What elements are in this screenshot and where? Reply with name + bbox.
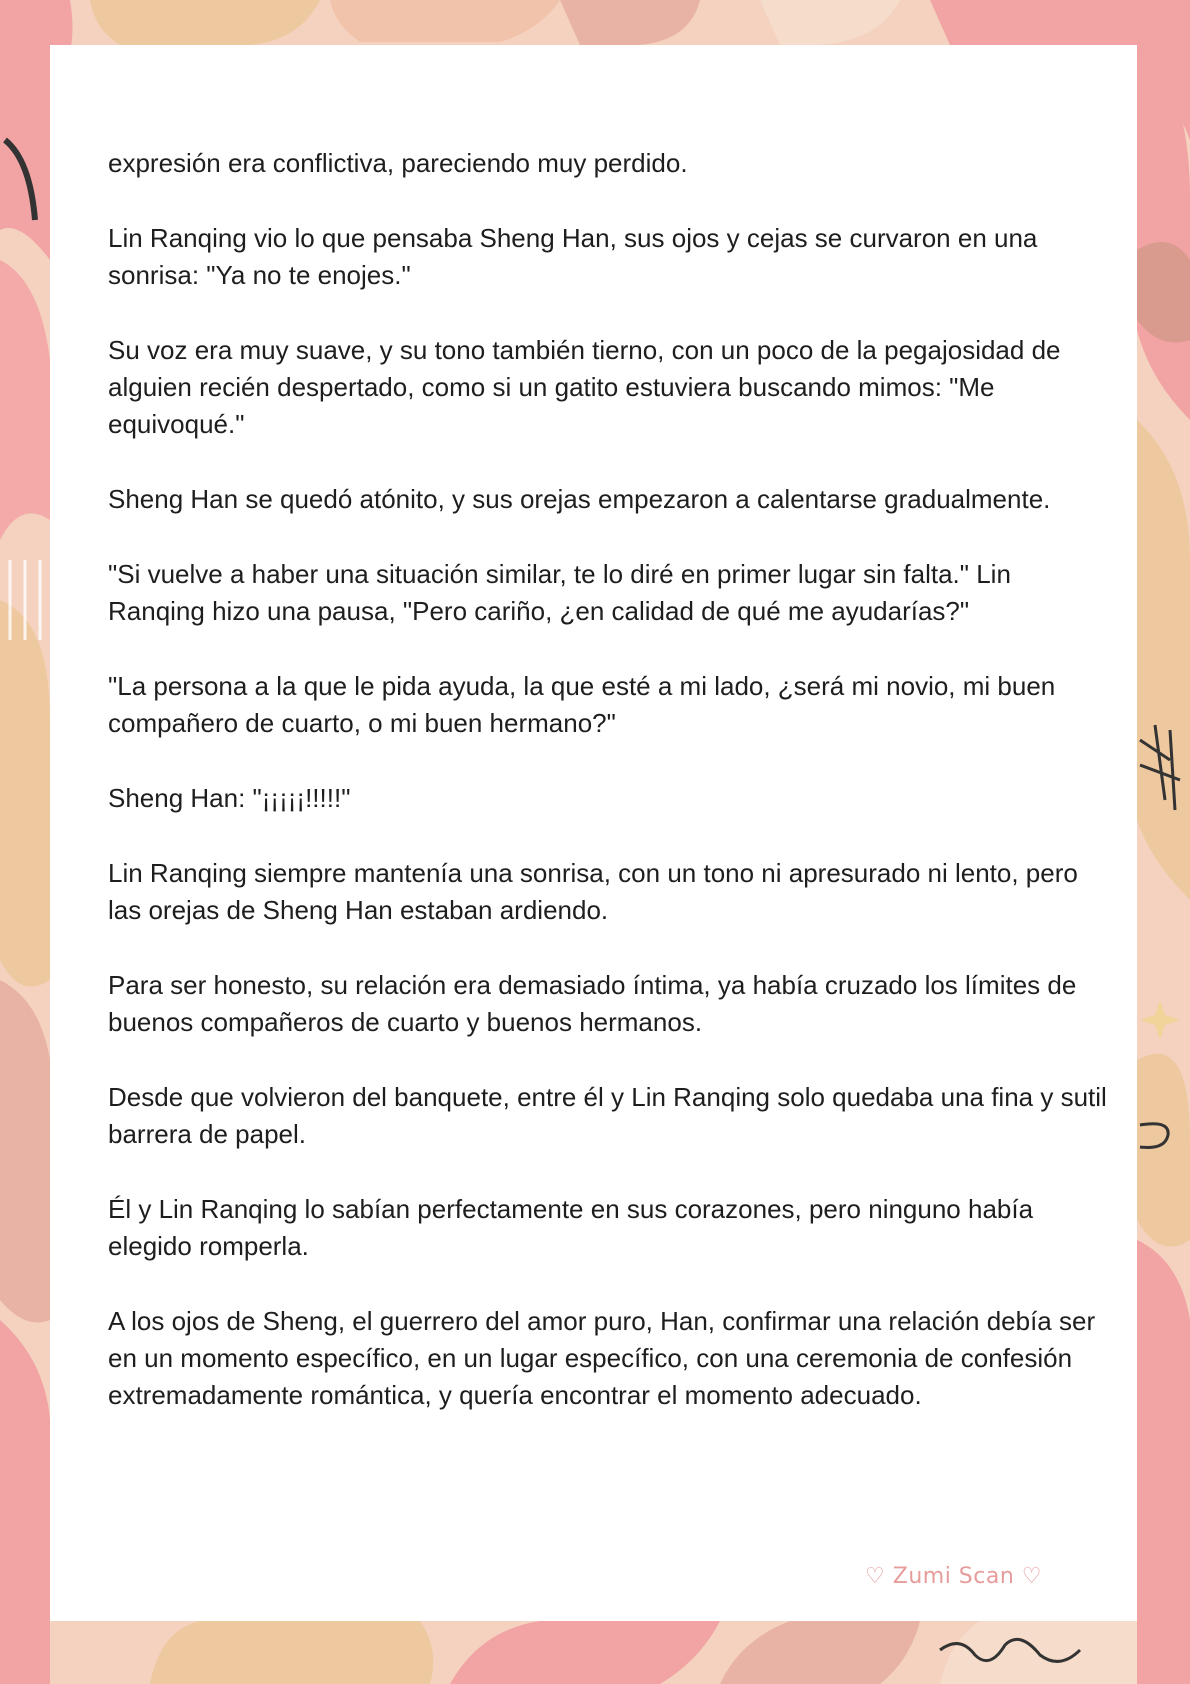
border-shape <box>0 1320 50 1684</box>
border-shape <box>1137 1054 1190 1247</box>
border-shape <box>450 1621 720 1684</box>
paragraph: Lin Ranqing siempre mantenía una sonrisa, con un tono ni apresurado ni lento, pero las orejas de Sheng Han estaban ardiendo. <box>108 858 1078 925</box>
border-shape <box>330 0 560 42</box>
scanlation-signature: ♡ Zumi Scan ♡ <box>865 1564 1042 1589</box>
paragraph: Lin Ranqing vio lo que pensaba Sheng Han, sus ojos y cejas se curvaron en una sonrisa: "Ya no te enojes." <box>108 223 1038 290</box>
paragraph: Desde que volvieron del banquete, entre él y Lin Ranqing solo quedaba una fina y sutil barrera de papel. <box>108 1082 1107 1149</box>
paragraph: Sheng Han se quedó atónito, y sus orejas empezaron a calentarse gradualmente. <box>108 484 1051 514</box>
paragraph: "La persona a la que le pida ayuda, la que esté a mi lado, ¿será mi novio, mi buen compañero de cuarto, o mi buen hermano?" <box>108 671 1056 738</box>
border-shape <box>760 0 900 45</box>
border-shape <box>1137 1240 1190 1684</box>
paragraph: "Si vuelve a haber una situación similar, te lo diré en primer lugar sin falta." Lin Ranqing hizo una pausa, "Pero cariño, ¿en calidad de qué me ayudarías?" <box>108 559 1011 626</box>
border-shape <box>1137 420 1190 900</box>
document-body <box>108 145 1108 1452</box>
border-shape <box>720 1621 920 1684</box>
border-shape <box>560 0 700 45</box>
paragraph: expresión era conflictiva, pareciendo muy perdido. <box>108 148 688 178</box>
border-shape <box>0 260 50 540</box>
border-shape <box>150 1621 433 1684</box>
paragraph: Para ser honesto, su relación era demasiado íntima, ya había cruzado los límites de buenos compañeros de cuarto y buenos hermanos. <box>108 970 1077 1037</box>
sparkle-shape <box>1140 1000 1180 1040</box>
border-shape <box>1137 242 1190 343</box>
border-shape <box>0 980 50 1323</box>
border-shape <box>90 0 320 45</box>
border-shape <box>0 600 50 987</box>
paragraph: Su voz era muy suave, y su tono también tierno, con un poco de la pegajosidad de alguien recién despertado, como si un gatito estuviera buscando mimos: "Me equivoqué." <box>108 335 1061 439</box>
paragraph: Sheng Han: "¡¡¡¡¡!!!!!" <box>108 783 351 813</box>
document-page <box>50 45 1137 1621</box>
paragraph: A los ojos de Sheng, el guerrero del amor puro, Han, confirmar una relación debía ser en un momento específico, en un lugar específico, con una ceremonia de confesión extremadamente romántica, y quería encontrar el momento adecuado. <box>108 1306 1096 1410</box>
paragraph: Él y Lin Ranqing lo sabían perfectamente en sus corazones, pero ninguno había elegido romperla. <box>108 1194 1034 1261</box>
